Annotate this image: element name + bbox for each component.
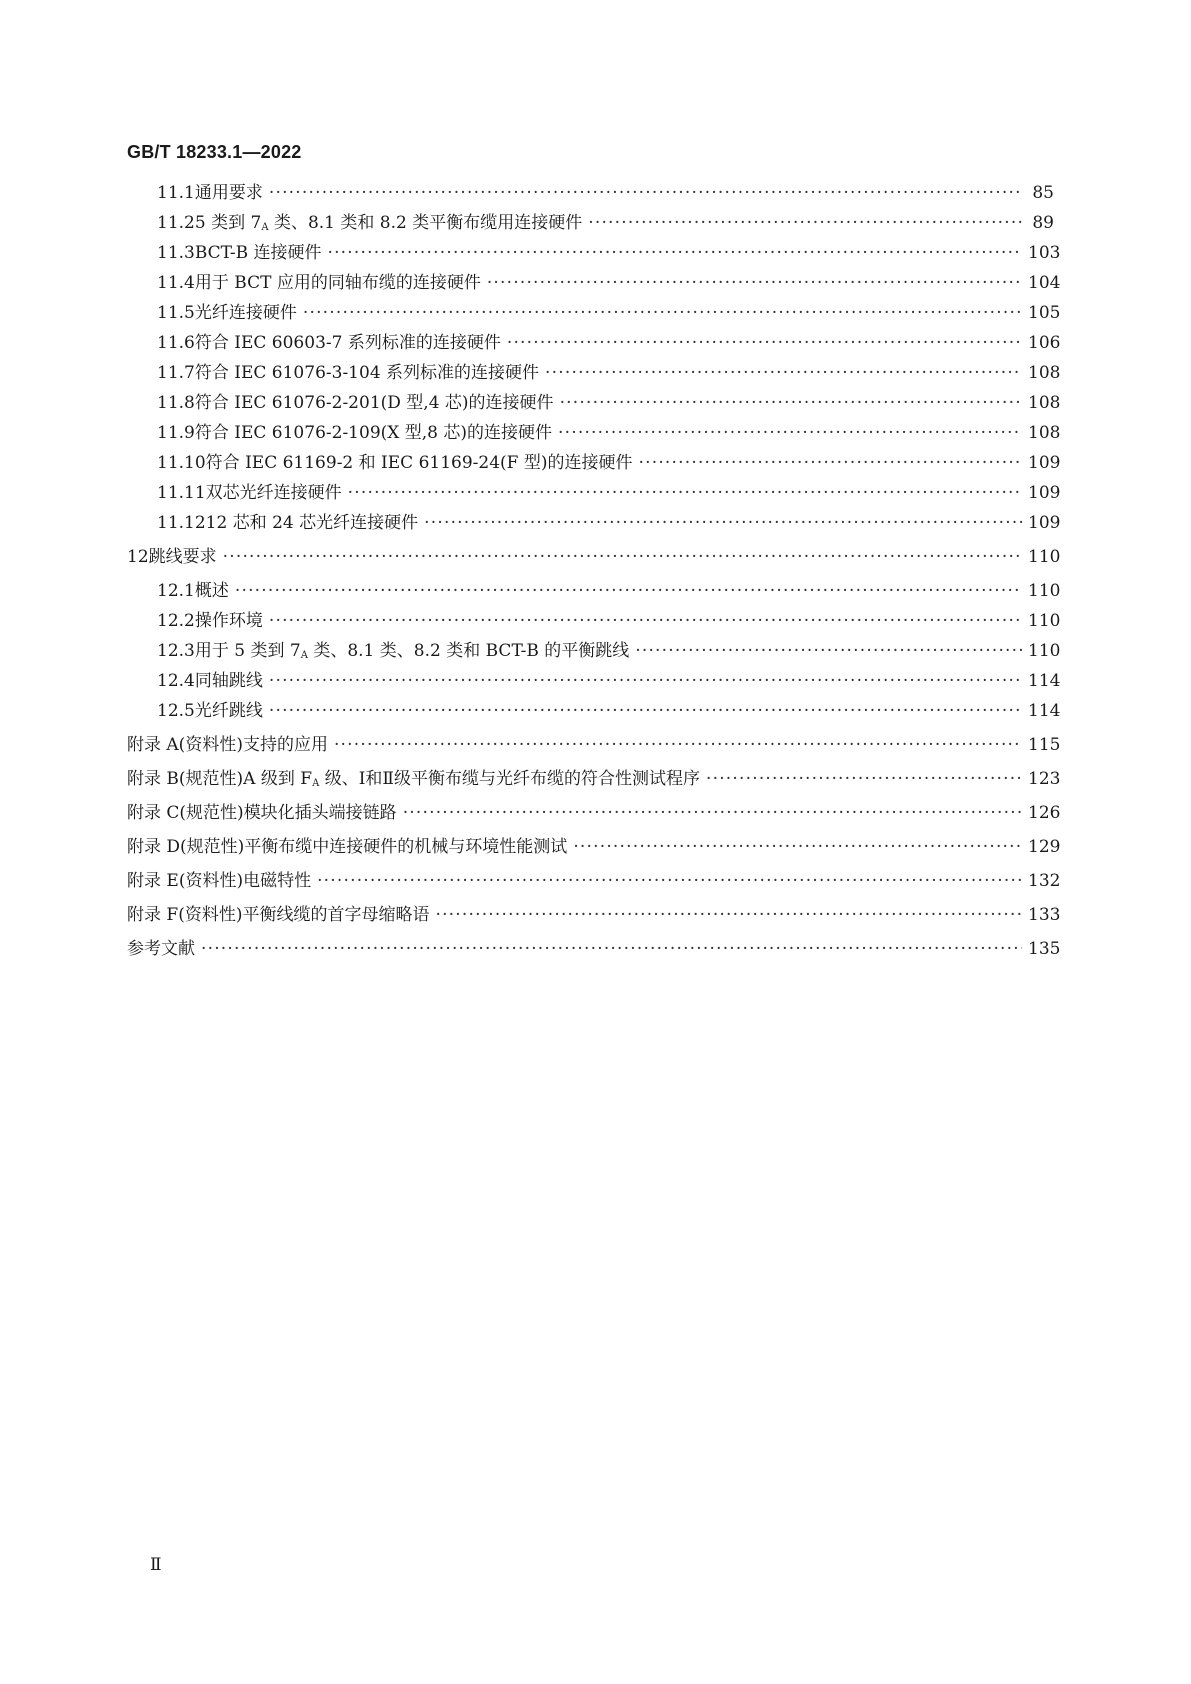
toc-number: 附录 D(规范性) xyxy=(127,837,245,857)
toc-number: 11.4 xyxy=(157,273,195,293)
toc-title: 模块化插头端接链路 xyxy=(243,803,397,823)
toc-number: 12.3 xyxy=(157,641,195,661)
toc-entry-references[interactable] xyxy=(127,936,1061,962)
toc-title: 同轴跳线 xyxy=(194,671,263,691)
toc-page-number: 89 xyxy=(1032,213,1054,233)
leader-dots xyxy=(558,420,1022,446)
toc-title: 参考文献 xyxy=(127,939,195,959)
toc-entry-annex-e[interactable] xyxy=(127,868,1061,894)
toc-title: 电磁特性 xyxy=(243,871,312,891)
toc-title: BCT-B 连接硬件 xyxy=(194,243,322,263)
leader-dots xyxy=(334,732,1022,758)
toc-title: 符合 IEC 61169-2 和 IEC 61169-24(F 型)的连接硬件 xyxy=(205,453,633,473)
toc-number: 11.12 xyxy=(157,513,206,533)
leader-dots xyxy=(573,834,1022,860)
leader-dots xyxy=(487,270,1022,296)
toc-number: 11.8 xyxy=(157,393,195,413)
toc-page-number: 115 xyxy=(1028,735,1061,755)
toc-number: 12 xyxy=(127,547,149,567)
leader-dots xyxy=(424,510,1022,536)
toc-page-number: 110 xyxy=(1028,641,1061,661)
toc-entry-11-11[interactable] xyxy=(127,480,1061,506)
leader-dots xyxy=(348,480,1022,506)
toc-entry-11-6[interactable] xyxy=(127,330,1061,356)
toc-entry-11-10[interactable] xyxy=(127,450,1061,476)
toc-title: 用于 5 类到 $7_A$ 类、8.1 类、8.2 类和 BCT-B 的平衡跳线 xyxy=(194,641,630,661)
leader-dots xyxy=(201,936,1022,962)
toc-entry-11-3[interactable] xyxy=(127,240,1061,266)
page-number-roman: Ⅱ xyxy=(150,1555,162,1575)
toc-entry-annex-f[interactable] xyxy=(127,902,1061,928)
toc-page-number: 105 xyxy=(1028,303,1061,323)
toc-entry-11-2[interactable] xyxy=(127,210,1054,236)
toc-title: 5 类到 $7_A$ 类、8.1 类和 8.2 类平衡布缆用连接硬件 xyxy=(194,213,583,233)
toc-page-number: 108 xyxy=(1028,393,1061,413)
toc-page-number: 106 xyxy=(1028,333,1061,353)
leader-dots xyxy=(706,766,1022,792)
toc-title: 操作环境 xyxy=(194,611,263,631)
toc-entry-annex-b[interactable] xyxy=(127,766,1061,792)
toc-page-number: 104 xyxy=(1028,273,1061,293)
toc-page-number: 133 xyxy=(1028,905,1061,925)
toc-title: 平衡线缆的首字母缩略语 xyxy=(242,905,430,925)
toc-entry-11-12[interactable] xyxy=(127,510,1061,536)
toc-page-number: 110 xyxy=(1028,547,1061,567)
toc-title: 跳线要求 xyxy=(148,547,217,567)
leader-dots xyxy=(223,544,1022,570)
toc-page-number: 110 xyxy=(1028,581,1061,601)
leader-dots xyxy=(588,210,1022,236)
toc-number: 11.1 xyxy=(157,183,195,203)
leader-dots xyxy=(403,800,1022,826)
toc-page-number: 135 xyxy=(1028,939,1061,959)
toc-number: 11.7 xyxy=(157,363,195,383)
toc-entry-12-4[interactable] xyxy=(127,668,1061,694)
toc-page-number: 109 xyxy=(1028,513,1061,533)
leader-dots xyxy=(269,180,1022,206)
toc-title: 12 芯和 24 芯光纤连接硬件 xyxy=(205,513,419,533)
toc-number: 11.2 xyxy=(157,213,195,233)
toc-entry-12-5[interactable] xyxy=(127,698,1061,724)
toc-number: 11.6 xyxy=(157,333,195,353)
toc-entry-11-9[interactable] xyxy=(127,420,1061,446)
toc-number: 11.3 xyxy=(157,243,195,263)
toc-number: 附录 A(资料性) xyxy=(127,735,243,755)
toc-number: 12.4 xyxy=(157,671,195,691)
leader-dots xyxy=(269,668,1022,694)
toc-entry-11-8[interactable] xyxy=(127,390,1061,416)
leader-dots xyxy=(235,578,1022,604)
toc-page-number: 110 xyxy=(1028,611,1061,631)
toc-number: 11.9 xyxy=(157,423,195,443)
toc-number: 11.11 xyxy=(157,483,206,503)
toc-title: 概述 xyxy=(194,581,229,601)
toc-number: 12.1 xyxy=(157,581,195,601)
leader-dots xyxy=(317,868,1022,894)
toc-number: 11.5 xyxy=(157,303,195,323)
toc-entry-annex-d[interactable] xyxy=(127,834,1061,860)
toc-page-number: 123 xyxy=(1028,769,1061,789)
toc-number: 12.2 xyxy=(157,611,195,631)
toc-page-number: 114 xyxy=(1028,671,1061,691)
toc-entry-11-5[interactable] xyxy=(127,300,1061,326)
toc-page-number: 109 xyxy=(1028,453,1061,473)
toc-title: 符合 IEC 61076-2-109(X 型,8 芯)的连接硬件 xyxy=(194,423,553,443)
toc-entry-annex-a[interactable] xyxy=(127,732,1061,758)
toc-page-number: 103 xyxy=(1028,243,1061,263)
toc-page-number: 129 xyxy=(1028,837,1061,857)
leader-dots xyxy=(639,450,1022,476)
toc-entry-11-1[interactable] xyxy=(127,180,1054,206)
toc-entry-12-3[interactable] xyxy=(127,638,1061,664)
leader-dots xyxy=(327,240,1022,266)
toc-title: A 级到 $F_A$ 级、Ⅰ和Ⅱ级平衡布缆与光纤布缆的符合性测试程序 xyxy=(243,769,700,789)
toc-title: 通用要求 xyxy=(194,183,263,203)
toc-page-number: 108 xyxy=(1028,363,1061,383)
toc-number: 附录 C(规范性) xyxy=(127,803,244,823)
toc-entry-annex-c[interactable] xyxy=(127,800,1061,826)
toc-title: 符合 IEC 61076-3-104 系列标准的连接硬件 xyxy=(194,363,540,383)
toc-number: 附录 F(资料性) xyxy=(127,905,243,925)
toc-page-number: 132 xyxy=(1028,871,1061,891)
leader-dots xyxy=(435,902,1022,928)
toc-entry-12-1[interactable] xyxy=(127,578,1061,604)
toc-title: 符合 IEC 60603-7 系列标准的连接硬件 xyxy=(194,333,501,353)
leader-dots xyxy=(635,638,1022,664)
leader-dots xyxy=(269,698,1022,724)
toc-number: 12.5 xyxy=(157,701,195,721)
toc-title: 符合 IEC 61076-2-201(D 型,4 芯)的连接硬件 xyxy=(194,393,554,413)
toc-title: 支持的应用 xyxy=(242,735,328,755)
toc-page-number: 85 xyxy=(1032,183,1054,203)
leader-dots xyxy=(303,300,1022,326)
toc-page-number: 108 xyxy=(1028,423,1061,443)
leader-dots xyxy=(269,608,1022,634)
toc-title: 双芯光纤连接硬件 xyxy=(205,483,342,503)
toc-page-number: 114 xyxy=(1028,701,1061,721)
toc-title: 平衡布缆中连接硬件的机械与环境性能测试 xyxy=(244,837,568,857)
document-id: GB/T 18233.1—2022 xyxy=(127,142,302,162)
toc-entry-11-4[interactable] xyxy=(127,270,1061,296)
toc-entry-11-7[interactable] xyxy=(127,360,1061,386)
leader-dots xyxy=(560,390,1022,416)
toc-title: 光纤连接硬件 xyxy=(194,303,297,323)
toc-page-number: 109 xyxy=(1028,483,1061,503)
toc-entry-12-2[interactable] xyxy=(127,608,1061,634)
toc-page-number: 126 xyxy=(1028,803,1061,823)
toc-number: 附录 B(规范性) xyxy=(127,769,244,789)
toc-title: 用于 BCT 应用的同轴布缆的连接硬件 xyxy=(194,273,481,293)
leader-dots xyxy=(507,330,1022,356)
toc-title: 光纤跳线 xyxy=(194,701,263,721)
toc-number: 附录 E(资料性) xyxy=(127,871,244,891)
toc-entry-12[interactable] xyxy=(127,544,1061,570)
leader-dots xyxy=(545,360,1022,386)
toc-number: 11.10 xyxy=(157,453,206,473)
